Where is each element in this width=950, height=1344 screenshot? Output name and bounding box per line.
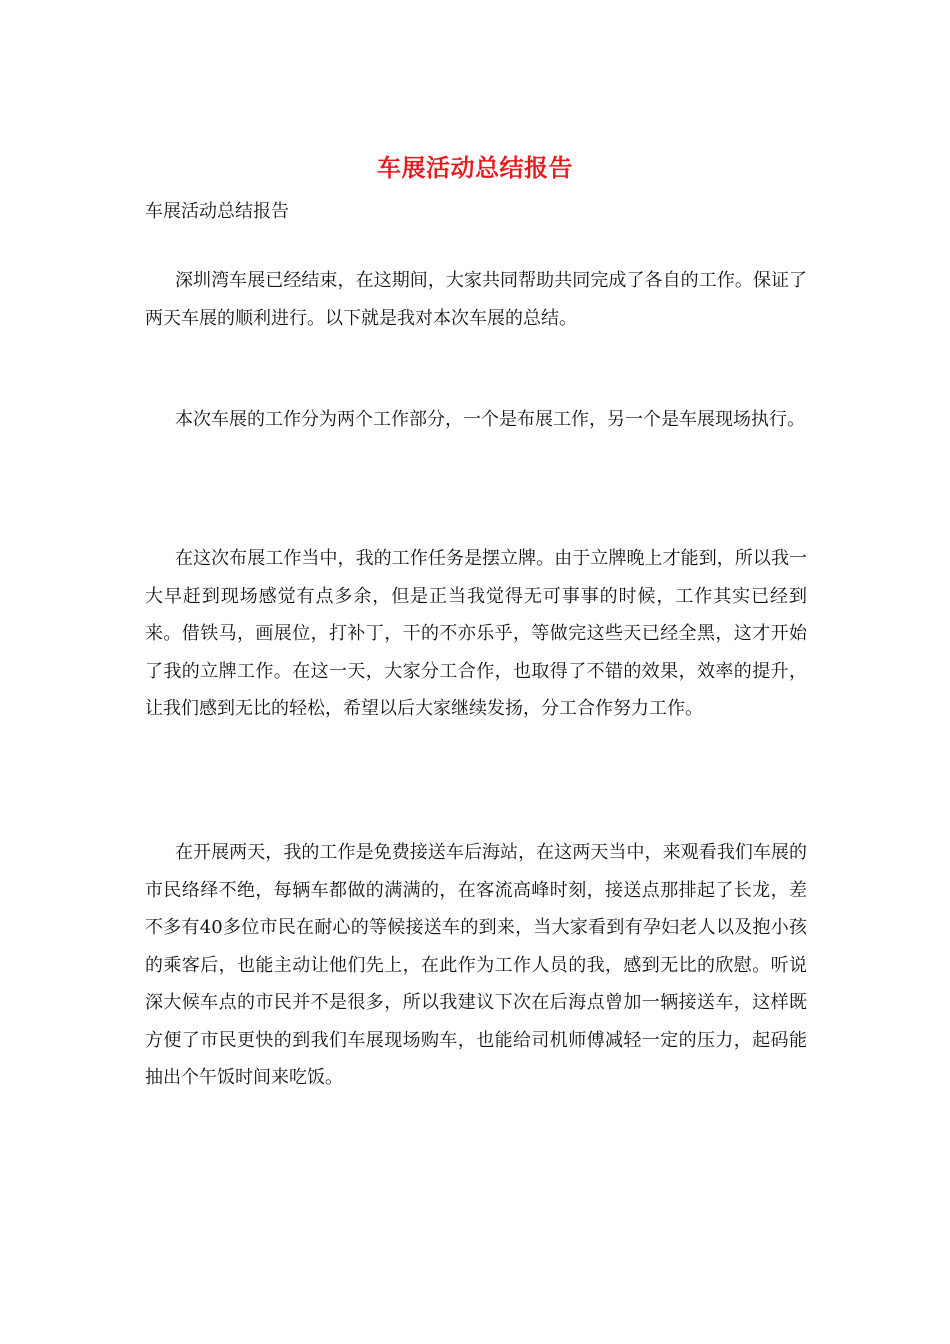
paragraph-shuttle-work: 在开展两天，我的工作是免费接送车后海站，在这两天当中，来观看我们车展的市民络绎不绝，每辆车都做的满满的，在客流高峰时刻，接送点那排起了长龙，差不多有40多位市民在耐心的等候接送车的到来，当大家看到有孕妇老人以及抱小孩的乘客后，也能主动让他们先上，在此作为工作人员的我，感到无比的欣慰。听说深大候车点的市民并不是很多，所以我建议下次在后海点曾加一辆接送车，这样既方便了市民更快的到我们车展现场购车，也能给司机师傅减轻一定的压力，起码能抽出个午饭时间来吃饭。	[145, 842, 807, 1088]
document-subtitle: 车展活动总结报告	[145, 201, 289, 222]
paragraph-setup-work: 在这次布展工作当中，我的工作任务是摆立牌。由于立牌晚上才能到，所以我一大早赶到现场感觉有点多余，但是正当我觉得无可事事的时候，工作其实已经到来。借铁马，画展位，打补丁，干的不亦乐乎，等做完这些天已经全黑，这才开始了我的立牌工作。在这一天，大家分工合作，也取得了不错的效果，效率的提升，让我们感到无比的轻松，希望以后大家继续发扬，分工合作努力工作。	[145, 548, 807, 719]
paragraph-intro: 深圳湾车展已经结束，在这期间，大家共同帮助共同完成了各自的工作。保证了两天车展的顺利进行。以下就是我对本次车展的总结。	[145, 270, 807, 329]
document-title: 车展活动总结报告	[377, 153, 573, 182]
paragraph-work-parts: 本次车展的工作分为两个工作部分，一个是布展工作，另一个是车展现场执行。	[175, 409, 805, 430]
